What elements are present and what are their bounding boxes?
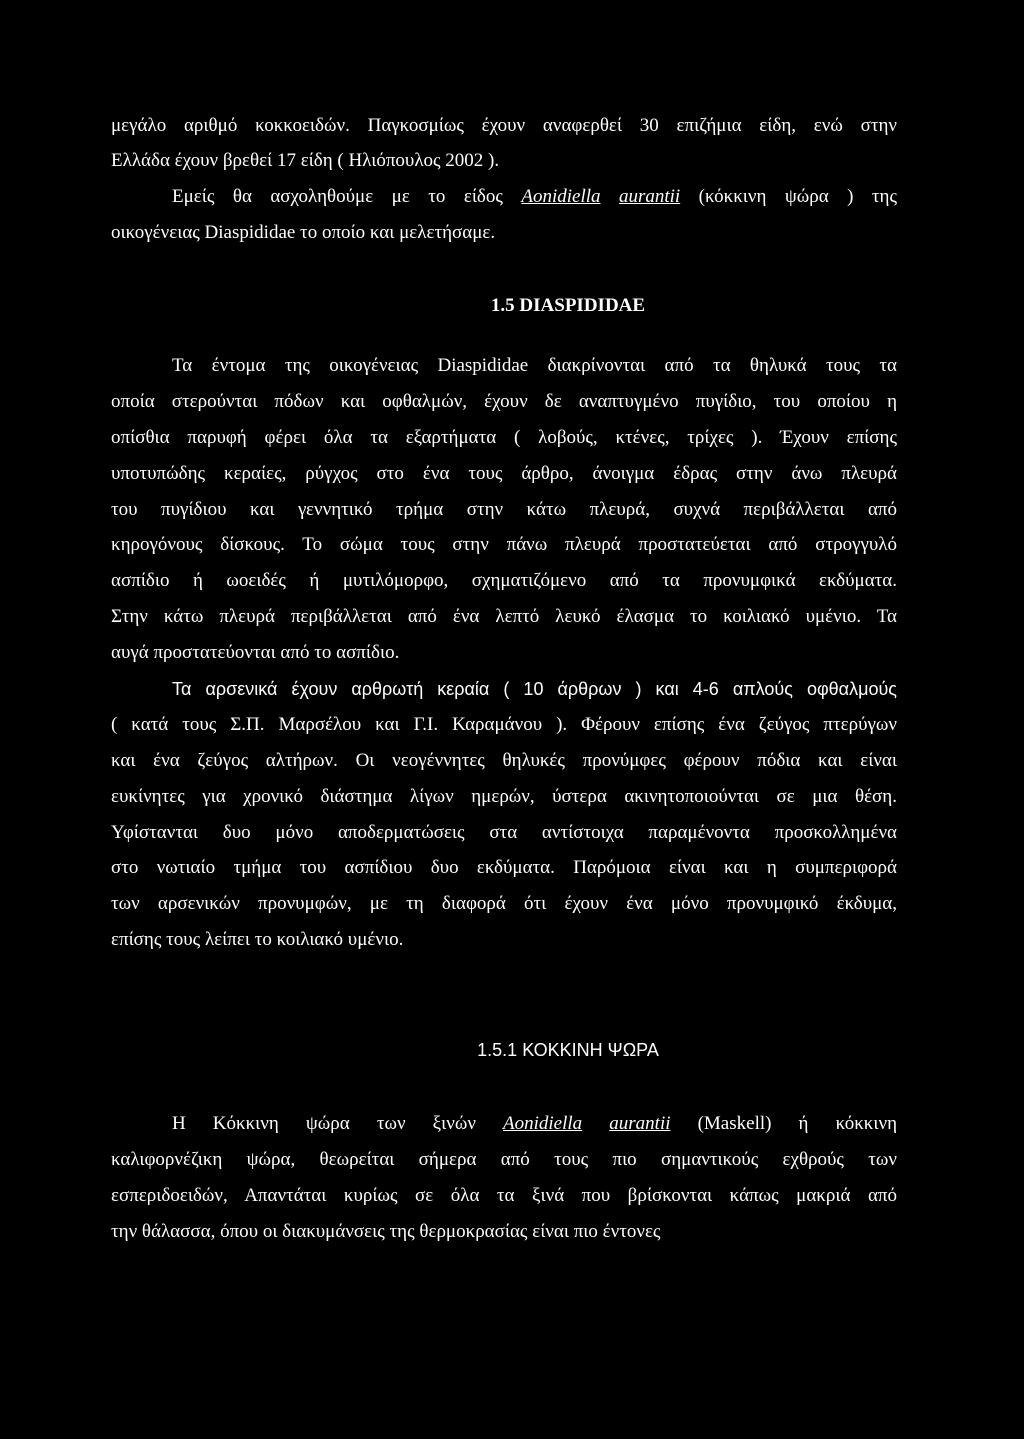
paragraph-line: του πυγίδιου και γεννητικό τρήμα στην κάτω πλευρά, συχνά περιβάλλεται από [111, 499, 897, 520]
paragraph-line: Στην κάτω πλευρά περιβάλλεται από ένα λεπτό λευκό έλασμα το κοιλιακό υμένιο. Τα [111, 606, 897, 627]
paragraph-line: αυγά προστατεύονται από το ασπίδιο. [111, 642, 400, 663]
paragraph-line: εσπεριδοειδών, Απαντάται κυρίως σε όλα τα ξινά που βρίσκονται κάπως μακριά από [111, 1185, 897, 1206]
paragraph-line: ασπίδιο ή ωοειδές ή μυτιλόμορφο, σχηματιζόμενο από τα προνυμφικά εκδύματα. [111, 570, 897, 591]
paragraph-line: οπίσθια παρυφή φέρει όλα τα εξαρτήματα ( λοβούς, κτένες, τρίχες ). Έχουν επίσης [111, 427, 897, 448]
paragraph-line: ευκίνητες για χρονικό διάστημα λίγων ημερών, ύστερα ακινητοποιούνται σε μια θέση. [111, 786, 897, 807]
paragraph-line: επίσης τους λείπει το κοιλιακό υμένιο. [111, 929, 404, 950]
paragraph-line: την θάλασσα, όπου οι διακυμάνσεις της θερμοκρασίας είναι πιο έντονες [111, 1221, 661, 1242]
text-run: Η Κόκκινη ψώρα των ξινών [172, 1113, 504, 1134]
genus-name: Aonidiella [521, 186, 601, 207]
text-run: (Maskell) ή κόκκινη [670, 1113, 898, 1134]
species-name: aurantii [609, 1113, 671, 1134]
text-run: (κόκκινη ψώρα ) της [680, 186, 898, 207]
genus-name: Aonidiella [503, 1113, 583, 1134]
paragraph-line: ( κατά τους Σ.Π. Μαρσέλου και Γ.Ι. Καραμάνου ). Φέρουν επίσης ένα ζεύγος πτερύγων [111, 714, 897, 735]
paragraph-line: Ελλάδα έχουν βρεθεί 17 είδη ( Ηλιόπουλος 2002 ). [111, 150, 500, 171]
paragraph-line: Υφίστανται δυο μόνο αποδερματώσεις στα αντίστοιχα παραμένοντα προσκολλημένα [111, 822, 897, 843]
paragraph-line: στο νωτιαίο τμήμα του ασπίδιου δυο εκδύματα. Παρόμοια είναι και η συμπεριφορά [111, 857, 897, 878]
section-heading: 1.5 DIASPIDIDAE [490, 295, 646, 316]
species-name: aurantii [618, 186, 681, 207]
paragraph-line: των αρσενικών προνυμφών, με τη διαφορά ότι έχουν ένα μόνο προνυμφικό έκδυμα, [111, 893, 897, 914]
paragraph-line: Τα έντομα της οικογένειας Diaspididae διακρίνονται από τα θηλυκά τους τα [172, 355, 897, 376]
text-run: Εμείς θα ασχοληθούμε με το είδος [172, 186, 522, 207]
paragraph-line: Τα αρσενικά έχουν αρθρωτή κεραία ( 10 άρθρων ) και 4-6 απλούς οφθαλμούς [172, 679, 897, 699]
paragraph-line: κηρογόνους δίσκους. Το σώμα τους στην πάνω πλευρά προστατεύεται από στρογγυλό [111, 534, 897, 555]
paragraph-line [172, 185, 897, 209]
subsection-heading: 1.5.1 ΚΟΚΚΙΝΗ ΨΩΡΑ [477, 1040, 659, 1060]
paragraph-line: μεγάλο αριθμό κοκκοειδών. Παγκοσμίως έχουν αναφερθεί 30 επιζήμια είδη, ενώ στην [111, 115, 897, 136]
paragraph-line: οποία στερούνται πόδων και οφθαλμών, έχουν δε αναπτυγμένο πυγίδιο, του οποίου η [111, 391, 897, 412]
paragraph-line [172, 1112, 897, 1136]
paragraph-line: οικογένειας Diaspididae το οποίο και μελετήσαμε. [111, 222, 496, 243]
paragraph-line: καλιφορνέζικη ψώρα, θεωρείται σήμερα από τους πιο σημαντικούς εχθρούς των [111, 1149, 897, 1170]
paragraph-line: και ένα ζεύγος αλτήρων. Οι νεογέννητες θηλυκές προνύμφες φέρουν πόδια και είναι [111, 750, 897, 771]
paragraph-line: υποτυπώδης κεραίες, ρύγχος στο ένα τους άρθρο, άνοιγμα έδρας στην άνω πλευρά [111, 463, 897, 484]
